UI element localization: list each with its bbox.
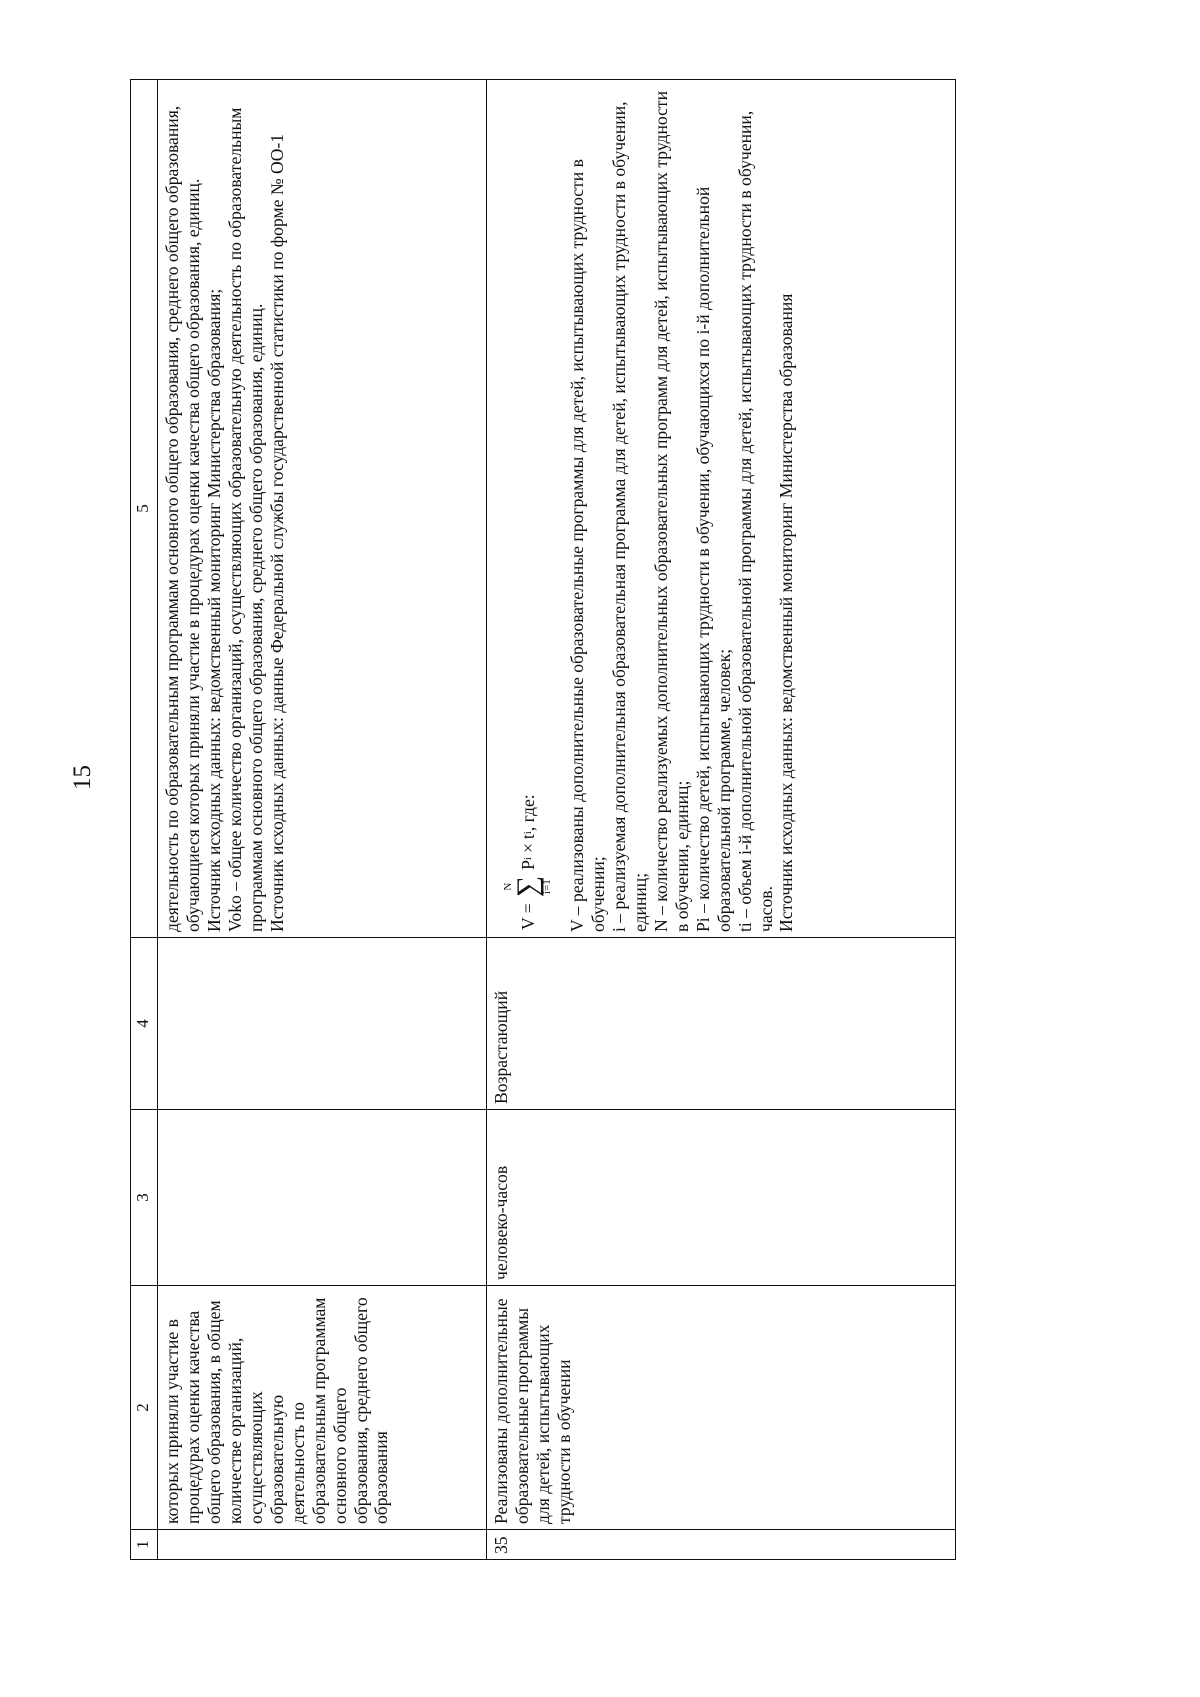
row2-trend-cell: Возрастающий: [487, 938, 956, 1110]
row1-method-line: Voko – общее количество организаций, осуществляющих образовательную деятельность по образовательным программам основного общего образования, среднего общего образования, единиц.: [224, 107, 266, 932]
formula-lhs: V =: [517, 903, 538, 930]
row2-method-line: V – реализованы дополнительные образовательные программы для детей, испытывающих трудности в обучении;: [567, 159, 609, 932]
row2-unit-cell: человеко-часов: [487, 1110, 956, 1286]
formula-term-t: t: [517, 834, 538, 840]
page-number: 15: [69, 765, 96, 790]
formula-term-p: P: [517, 860, 538, 870]
row2-method-line: N – количество реализуемых дополнительных образовательных программ для детей, испытывающих трудности в обучении, единиц;: [650, 90, 692, 932]
header-cell-5: 5: [131, 80, 158, 938]
sum-upper-limit: N: [501, 882, 514, 891]
row2-method-line: Pi – количество детей, испытывающих трудности в обучении, обучающихся по i-й дополнительной образовательной программе, человек;: [692, 186, 734, 932]
row1-method-line: деятельность по образовательным программам основного общего образования, среднего общего образования, обучающиеся которых приняли участие в процедурах оценки качества общего образования, единиц.: [162, 105, 204, 932]
formula-times: ×: [517, 843, 538, 854]
row1-method-line: Источник исходных данных: данные Федеральной службы государственной статистики по форме № ОО-1: [266, 133, 287, 932]
row2-method-line: Источник исходных данных: ведомственный мониторинг Министерства образования: [776, 293, 797, 932]
row1-trend-cell: [158, 938, 487, 1110]
table-header-row: [131, 80, 158, 1560]
row1-method-cell: [158, 80, 487, 938]
table-row: [487, 80, 956, 1560]
row2-method-line: i – реализуемая дополнительная образовательная программа для детей, испытывающих трудности в обучении, единиц;: [609, 101, 650, 932]
row2-method-line: ti – объем i-й дополнительной образовательной программы для детей, испытывающих трудности в обучении, часов.: [734, 110, 776, 932]
sum-formula: V = N ∑ i=1 P i × t i , где:: [501, 794, 554, 930]
row1-number-cell: [158, 1530, 487, 1560]
header-cell-4: 4: [131, 938, 158, 1110]
row1-unit-cell: [158, 1110, 487, 1286]
table-row: [158, 80, 487, 1560]
row1-method-line: Источник исходных данных: ведомственный мониторинг Министерства образования;: [204, 288, 225, 932]
sum-lower-limit: i=1: [541, 879, 554, 894]
header-cell-3: 3: [131, 1110, 158, 1286]
header-cell-2: 2: [131, 1286, 158, 1530]
row2-indicator-name: Реализованы дополнительные образовательные программы для детей, испытывающих трудности в обучении: [487, 1286, 956, 1530]
formula-tail: , где:: [517, 794, 538, 832]
indicator-table: [130, 79, 956, 1560]
rotated-table-wrapper: [130, 80, 956, 1560]
summation-symbol: [503, 876, 554, 897]
row1-indicator-name: которых приняли участие в процедурах оценки качества общего образования, в общем количестве организаций, осуществляющих образовательную деятельность по образовательным программам основного общего образования, среднего общего образования: [158, 1286, 487, 1530]
row2-number-cell: 35: [487, 1530, 956, 1560]
row2-method-cell: [487, 80, 956, 938]
header-cell-1: 1: [131, 1530, 158, 1560]
sigma-icon: ∑: [510, 875, 544, 898]
